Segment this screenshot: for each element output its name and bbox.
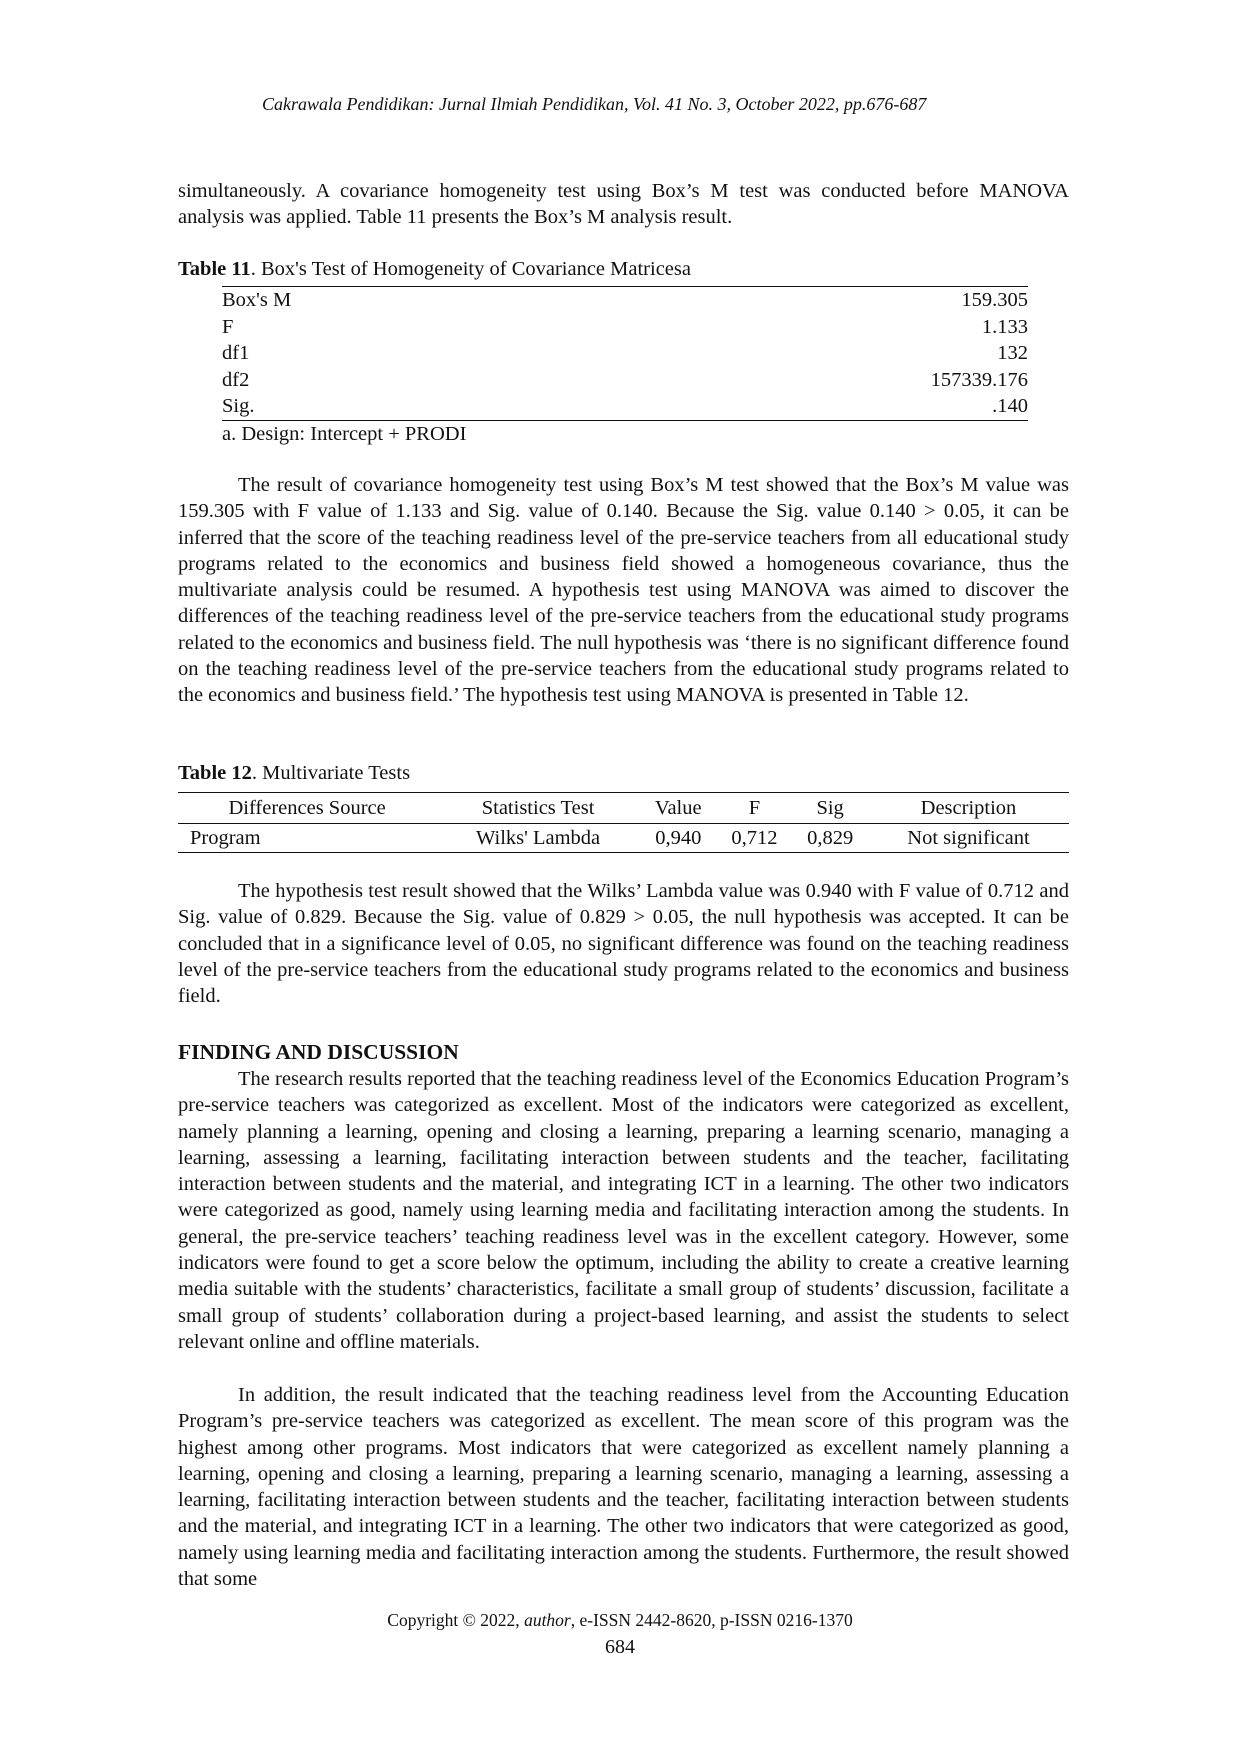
table11-row-value: 159.305 xyxy=(961,289,1028,311)
paragraph-intro: simultaneously. A covariance homogeneity test using Box’s M test was conducted before MANOVA analysis was applied. Table 11 presents the Box’s M analysis result. xyxy=(178,180,1069,229)
table-cell: 0,829 xyxy=(807,826,854,849)
table-cell: 0,940 xyxy=(655,826,702,849)
column-header: Description xyxy=(920,796,1017,819)
table11 xyxy=(222,286,1028,447)
table-row xyxy=(222,393,1028,420)
table11-row-label: F xyxy=(222,315,234,338)
table11-row-value: 132 xyxy=(997,342,1028,365)
table11-row-label: Box's M xyxy=(222,289,292,311)
table11-row-value: .140 xyxy=(992,395,1028,418)
copyright-footer xyxy=(0,1610,1240,1631)
table-cell: Program xyxy=(190,826,261,849)
column-header: Statistics Test xyxy=(481,796,595,819)
page-number: 684 xyxy=(605,1636,635,1658)
running-header: Cakrawala Pendidikan: Jurnal Ilmiah Pendidikan, Vol. 41 No. 3, October 2022, pp.676-687 xyxy=(262,94,927,114)
table11-row-label: df2 xyxy=(222,368,250,391)
table11-row-value: 1.133 xyxy=(981,315,1028,338)
paragraph-boxm-result: The result of covariance homogeneity test using Box’s M test showed that the Box’s M value was 159.305 with F value of 1.133 and Sig. value of 0.140. Because the Sig. value 0.140 > 0.05, it can be inferred that the score of the teaching readiness level of the pre-service teachers from all educational study programs related to the economics and business field showed a homogeneous covariance, thus the multivariate analysis could be resumed. A hypothesis test using MANOVA was aimed to discover the differences of the teaching readiness level of the pre-service teachers from the educational study programs related to the economics and business field. The null hypothesis was ‘there is no significant difference found on the teaching readiness level of the pre-service teachers from the educational study programs related to the economics and business field.’ The hypothesis test using MANOVA is presented in Table 12. xyxy=(178,474,1069,707)
table-row xyxy=(222,287,1028,314)
table12-title: . Multivariate Tests xyxy=(251,762,411,784)
table11-caption xyxy=(178,258,691,281)
table12 xyxy=(178,792,1069,853)
column-header: Sig xyxy=(816,796,844,819)
table-cell: Wilks' Lambda xyxy=(476,826,601,849)
table-row xyxy=(222,367,1028,394)
table-cell: 0,712 xyxy=(731,826,778,849)
paragraph-finding-2: In addition, the result indicated that the teaching readiness level from the Accounting Education Program’s pre-service teachers was categorized as excellent. The mean score of this program was the highest among other programs. Most indicators that were categorized as excellent namely planning a learning, opening and closing a learning, preparing a learning scenario, managing a learning, assessing a learning, facilitating interaction between students and the teacher, facilitating interaction between students and the material, and integrating ICT in a learning. The other two indicators that were categorized as good, namely using learning media and facilitating interaction among the students. Furthermore, the result showed that some xyxy=(178,1384,1069,1591)
table11-row-label: Sig. xyxy=(222,395,255,418)
table-cell: Not significant xyxy=(907,826,1030,849)
column-header: F xyxy=(748,796,761,819)
column-header: Value xyxy=(654,796,702,819)
table12-caption xyxy=(178,762,410,785)
paragraph-finding-1: The research results reported that the teaching readiness level of the Economics Education Program’s pre-service teachers was categorized as excellent. Most of the indicators were categorized as excellent, namely planning a learning, opening and closing a learning, preparing a learning scenario, managing a learning, assessing a learning, facilitating interaction between students and the teacher, facilitating interaction between students and the material, and integrating ICT in a learning. The other two indicators were categorized as good, namely using learning media and facilitating interaction among the students. In general, the pre-service teachers’ teaching readiness level was in the excellent category. However, some indicators were found to get a score below the optimum, including the ability to create a creative learning media suitable with the students’ characteristics, facilitate a small group of students’ discussion, facilitate a small group of students’ collaboration during a project-based learning, and assist the students to select relevant online and offline materials. xyxy=(178,1068,1069,1353)
table-row xyxy=(222,340,1028,367)
table11-label: Table 11 xyxy=(178,258,251,280)
table-header-row xyxy=(178,793,1069,824)
table-row xyxy=(178,824,1069,853)
copyright-suffix: , e-ISSN 2442-8620, p-ISSN 0216-1370 xyxy=(570,1610,853,1630)
paragraph-hypothesis-result: The hypothesis test result showed that the Wilks’ Lambda value was 0.940 with F value of 0.712 and Sig. value of 0.829. Because the Sig. value of 0.829 > 0.05, the null hypothesis was accepted. It can be concluded that in a significance level of 0.05, no significant difference was found on the teaching readiness level of the pre-service teachers from the educational study programs related to the economics and business field. xyxy=(178,880,1069,1008)
section-heading: FINDING AND DISCUSSION xyxy=(178,1040,459,1064)
table11-footnote: a. Design: Intercept + PRODI xyxy=(222,422,467,445)
table-row xyxy=(222,314,1028,341)
copyright-author: author xyxy=(524,1610,571,1630)
table11-row-label: df1 xyxy=(222,342,250,365)
table11-title: . Box's Test of Homogeneity of Covariance Matricesa xyxy=(250,258,691,280)
column-header: Differences Source xyxy=(228,796,386,819)
copyright-prefix: Copyright © 2022, xyxy=(387,1610,525,1630)
table12-label: Table 12 xyxy=(178,762,252,784)
table11-row-value: 157339.176 xyxy=(930,368,1028,391)
